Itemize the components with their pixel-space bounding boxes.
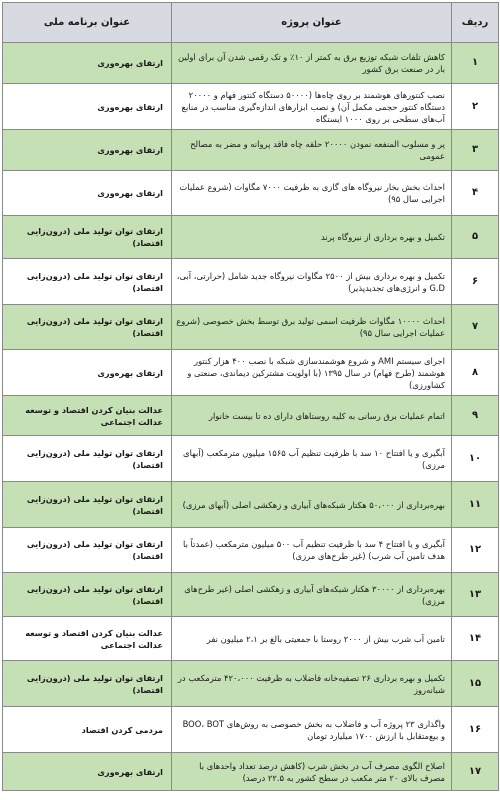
project-title: بهره‌برداری از ۵۰،۰۰۰ هکتار شبکه‌های آبیاری و زهکشی اصلی (آبهای مرزی): [172, 482, 452, 528]
table-row: [3, 305, 499, 350]
program-title: عدالت بنیان کردن اقتصاد و توسعه عدالت اجتماعی: [3, 617, 172, 661]
project-title: کاهش تلفات شبکه توزیع برق به کمتر از ۱۰٪ و تک رقمی شدن آن برای اولین بار در صنعت برق کشور: [172, 43, 452, 84]
program-title: ارتقای توان تولید ملی (درون‌زایی اقتصاد): [3, 436, 172, 482]
project-title: احداث بخش بخار نیروگاه های گازی به ظرفیت ۷۰۰۰ مگاوات (شروع عملیات اجرایی سال ۹۵): [172, 171, 452, 216]
program-title: ارتقای توان تولید ملی (درون‌زایی اقتصاد): [3, 216, 172, 259]
project-title: اصلاح الگوی مصرف آب در بخش شرب (کاهش درصد تعداد واحدهای با مصرف بالای ۲۰ متر مکعب در سطح کشور به ۲۲.۵ درصد): [172, 753, 452, 791]
projects-table: [2, 2, 499, 791]
table-row: [3, 350, 499, 396]
table-row: [3, 661, 499, 707]
table-row: [3, 528, 499, 573]
project-title: آبگیری و یا افتتاح ۱۰ سد با ظرفیت تنظیم آب ۱۵۶۵ میلیون مترمکعب (آبهای مرزی): [172, 436, 452, 482]
program-title: ارتقای بهره‌وری: [3, 171, 172, 216]
row-number: ۱۶: [452, 707, 499, 753]
row-number: ۵: [452, 216, 499, 259]
project-title: احداث ۱۰۰۰۰ مگاوات ظرفیت اسمی تولید برق توسط بخش خصوصی (شروع عملیات اجرایی سال ۹۵): [172, 305, 452, 350]
row-number: ۱۳: [452, 573, 499, 617]
table-row: [3, 130, 499, 171]
project-title: اتمام عملیات برق رسانی به کلیه روستاهای دارای ده تا بیست خانوار: [172, 396, 452, 436]
row-number: ۴: [452, 171, 499, 216]
header-project-title: عنوان پروژه: [172, 3, 452, 43]
project-title: تامین آب شرب بیش از ۲۰۰۰ روستا با جمعیتی بالغ بر ۲،۱ میلیون نفر: [172, 617, 452, 661]
table-row: [3, 84, 499, 130]
table-row: [3, 482, 499, 528]
program-title: ارتقای توان تولید ملی (درون‌زایی اقتصاد): [3, 573, 172, 617]
row-number: ۱۰: [452, 436, 499, 482]
program-title: ارتقای توان تولید ملی (درون‌زایی اقتصاد): [3, 259, 172, 305]
project-title: نصب کنتورهای هوشمند بر روی چاه‌ها (۵۰۰۰۰ دستگاه کنتور فهام و ۲۰۰۰۰ دستگاه کنتور حجمی مکمل آن) و نصب ابزارهای اندازه‌گیری مناسب در منابع آب‌های سطحی بر روی ۱۰۰۰ ایستگاه: [172, 84, 452, 130]
table-row: [3, 573, 499, 617]
project-title: واگذاری ۲۳ پروژه آب و فاضلاب به بخش خصوصی به روش‌های BOO، BOT و بیع‌متقابل با ارزش ۱۷۰۰ میلیارد تومان: [172, 707, 452, 753]
project-title: اجرای سیستم AMI و شروع هوشمندسازی شبکه با نصب ۴۰۰ هزار کنتور هوشمند (طرح فهام) در سال ۱۳۹۵ (با اولویت مشترکین دیماندی، صنعتی و کشاورزی): [172, 350, 452, 396]
program-title: مردمی کردن اقتصاد: [3, 707, 172, 753]
project-title: آبگیری و یا افتتاح ۴ سد با ظرفیت تنظیم آب ۵۰۰ میلیون مترمکعب (عمدتاً با هدف تامین آب شرب) (غیر طرح‌های مرزی): [172, 528, 452, 573]
header-program-title: عنوان برنامه ملی: [3, 3, 172, 43]
program-title: ارتقای توان تولید ملی (درون‌زایی اقتصاد): [3, 305, 172, 350]
table-row: [3, 43, 499, 84]
program-title: ارتقای بهره‌وری: [3, 84, 172, 130]
row-number: ۱۵: [452, 661, 499, 707]
table-row: [3, 259, 499, 305]
program-title: ارتقای توان تولید ملی (درون‌زایی اقتصاد): [3, 482, 172, 528]
table-row: [3, 216, 499, 259]
program-title: ارتقای بهره‌وری: [3, 43, 172, 84]
header-row: [3, 3, 499, 43]
header-row-number: ردیف: [452, 3, 499, 43]
row-number: ۸: [452, 350, 499, 396]
row-number: ۳: [452, 130, 499, 171]
program-title: عدالت بنیان کردن اقتصاد و توسعه عدالت اجتماعی: [3, 396, 172, 436]
table-row: [3, 617, 499, 661]
project-title: تکمیل و بهره برداری بیش از ۲۵۰۰ مگاوات نیروگاه جدید شامل (حرارتی، آبی، G.D و انرژی‌های تجدیدپذیر): [172, 259, 452, 305]
project-title: تکمیل و بهره برداری ۲۶ تصفیه‌خانه فاضلاب به ظرفیت ۴۲۰،۰۰۰ مترمکعب در شبانه‌روز: [172, 661, 452, 707]
row-number: ۶: [452, 259, 499, 305]
row-number: ۹: [452, 396, 499, 436]
table-row: [3, 753, 499, 791]
project-title: بهره‌برداری از ۳۰۰۰۰ هکتار شبکه‌های آبیاری و زهکشی اصلی (غیر طرح‌های مرزی): [172, 573, 452, 617]
row-number: ۱۷: [452, 753, 499, 791]
row-number: ۱۴: [452, 617, 499, 661]
table-row: [3, 707, 499, 753]
program-title: ارتقای بهره‌وری: [3, 350, 172, 396]
project-title: تکمیل و بهره برداری از نیروگاه پرند: [172, 216, 452, 259]
row-number: ۷: [452, 305, 499, 350]
program-title: ارتقای بهره‌وری: [3, 753, 172, 791]
row-number: ۱۲: [452, 528, 499, 573]
program-title: ارتقای توان تولید ملی (درون‌زایی اقتصاد): [3, 528, 172, 573]
program-title: ارتقای توان تولید ملی (درون‌زایی اقتصاد): [3, 661, 172, 707]
table-row: [3, 171, 499, 216]
table-row: [3, 396, 499, 436]
program-title: ارتقای بهره‌وری: [3, 130, 172, 171]
project-title: پر و مسلوب المنفعه نمودن ۲۰۰۰۰ حلقه چاه فاقد پروانه و مضر به مصالح عمومی: [172, 130, 452, 171]
row-number: ۲: [452, 84, 499, 130]
table-row: [3, 436, 499, 482]
row-number: ۱۱: [452, 482, 499, 528]
row-number: ۱: [452, 43, 499, 84]
